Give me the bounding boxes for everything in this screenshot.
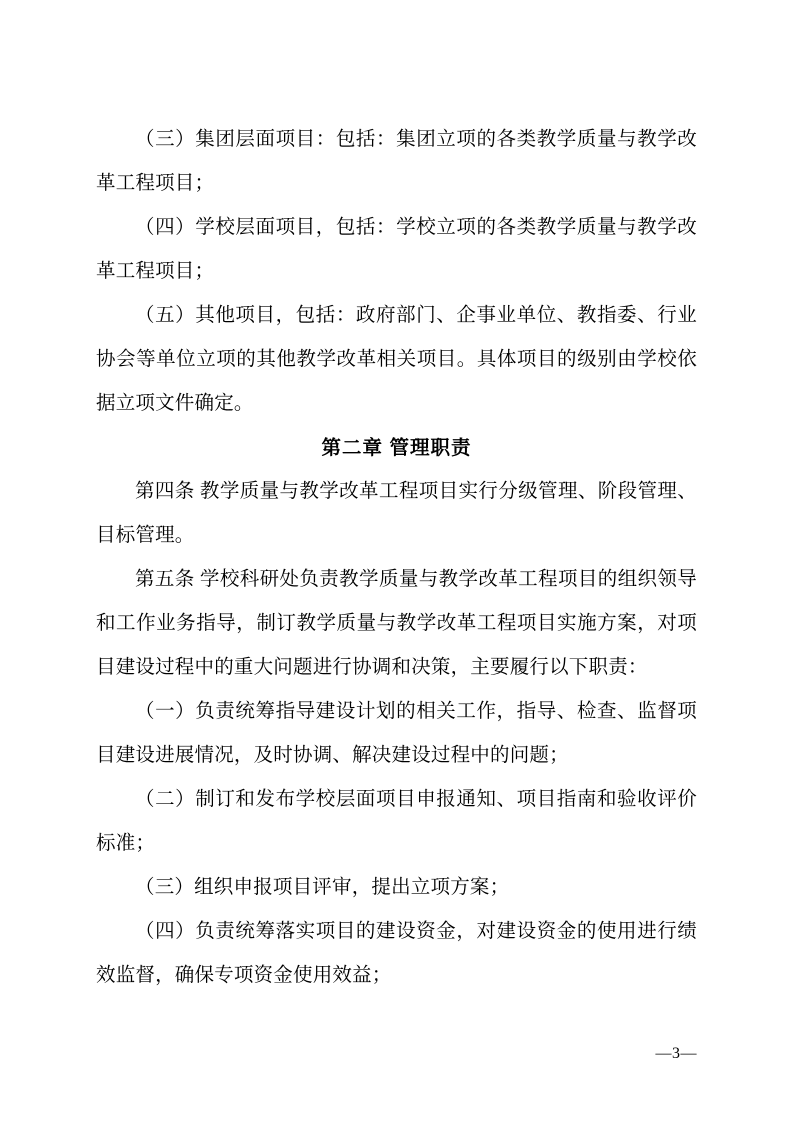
- paragraph-item-5: （五）其他项目，包括：政府部门、企事业单位、教指委、行业协会等单位立项的其他教学改革相关项目。具体项目的级别由学校依据立项文件确定。: [96, 305, 697, 414]
- page-number: —3—: [655, 1045, 697, 1062]
- paragraph-item-4: （四）学校层面项目，包括：学校立项的各类教学质量与教学改革工程项目；: [96, 217, 697, 282]
- paragraph-duty-4: （四）负责统筹落实项目的建设资金，对建设资金的使用进行绩效监督，确保专项资金使用效益；: [96, 921, 697, 986]
- paragraph-article-5: 第五条 学校科研处负责教学质量与教学改革工程项目的组织领导和工作业务指导，制订教学质量与教学改革工程项目实施方案，对项目建设过程中的重大问题进行协调和决策，主要履行以下职责：: [96, 569, 697, 678]
- paragraph-duty-1: （一）负责统筹指导建设计划的相关工作，指导、检查、监督项目建设进展情况，及时协调、解决建设过程中的问题；: [96, 701, 697, 766]
- chapter-heading: 第二章 管理职责: [321, 437, 472, 459]
- paragraph-item-3: （三）集团层面项目：包括：集团立项的各类教学质量与教学改革工程项目；: [96, 129, 697, 194]
- paragraph-duty-2: （二）制订和发布学校层面项目申报通知、项目指南和验收评价标准；: [96, 789, 697, 854]
- paragraph-article-4: 第四条 教学质量与教学改革工程项目实行分级管理、阶段管理、目标管理。: [96, 481, 697, 546]
- document-body: [96, 118, 697, 998]
- paragraph-duty-3: （三）组织申报项目评审，提出立项方案；: [135, 877, 510, 898]
